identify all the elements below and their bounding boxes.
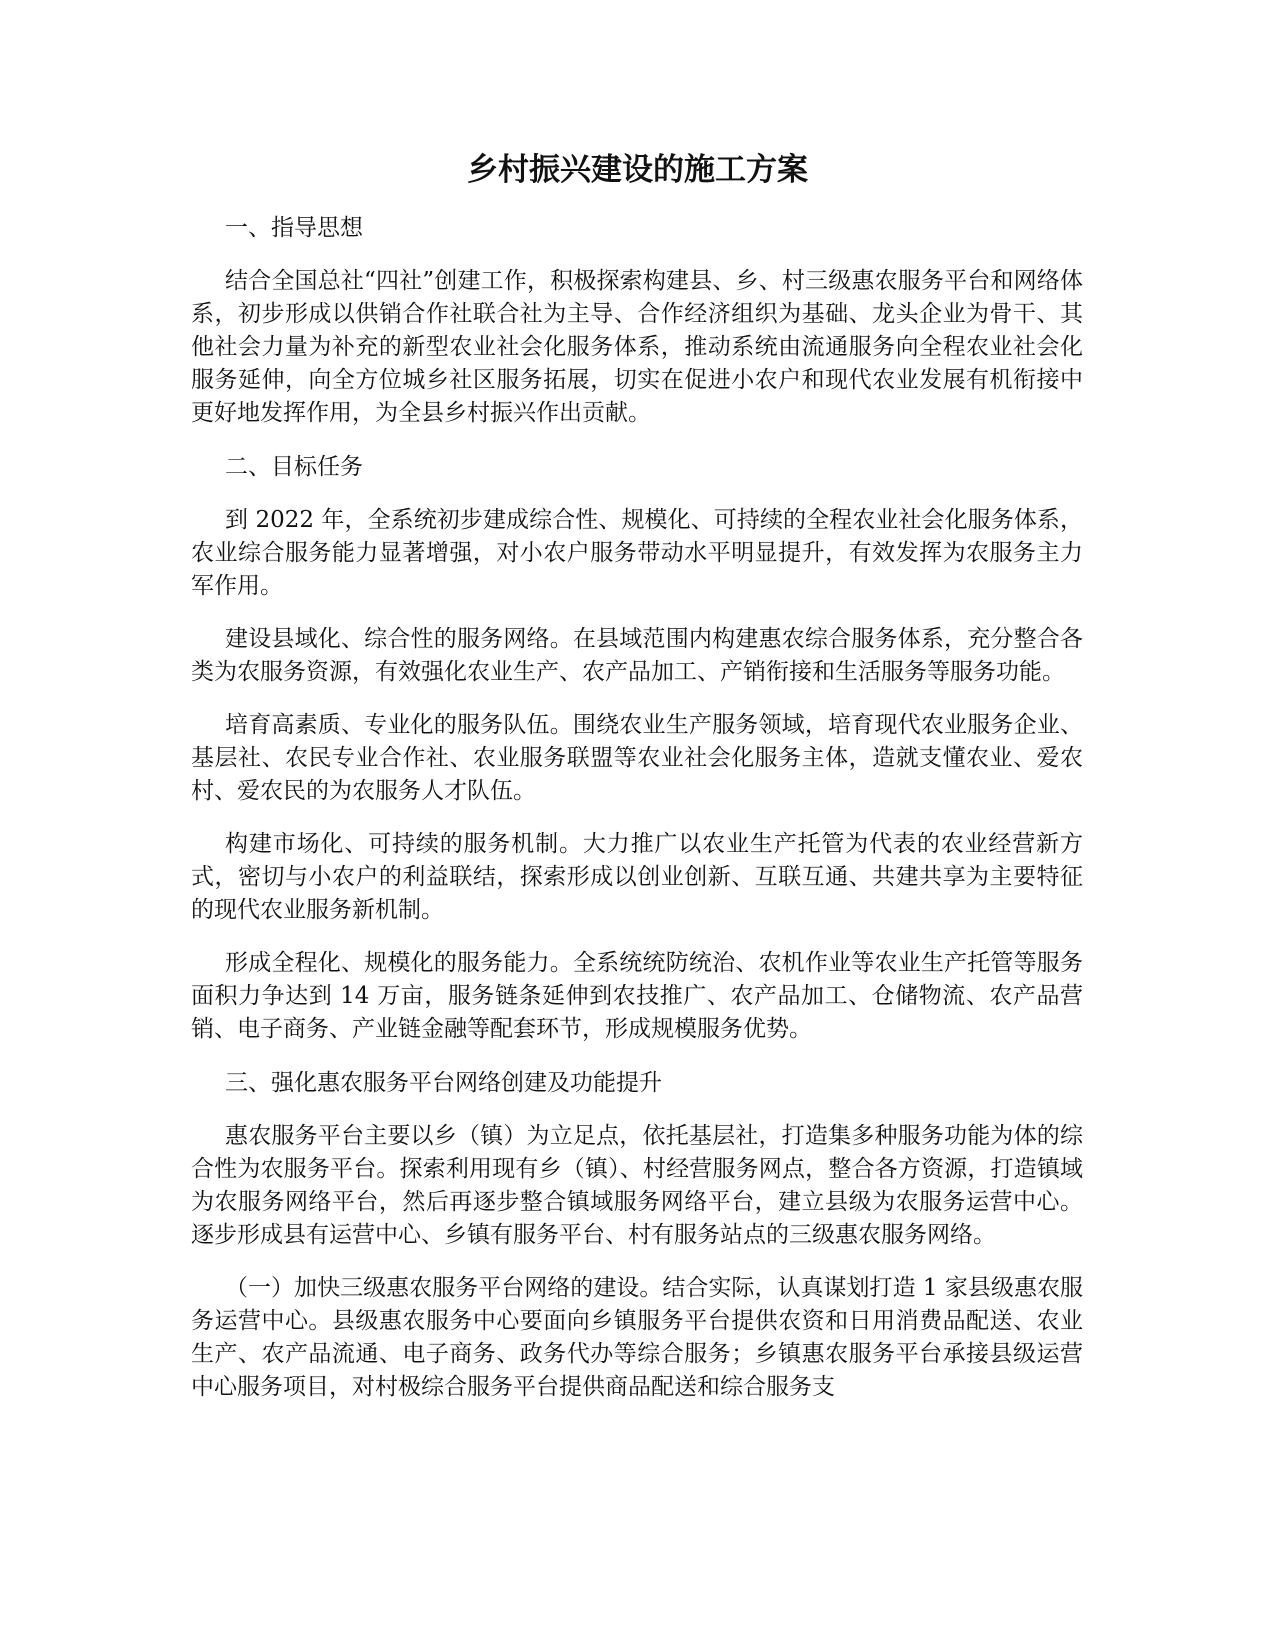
paragraph: 形成全程化、规模化的服务能力。全系统统防统治、农机作业等农业生产托管等服务面积力争达到 14 万亩，服务链条延伸到农技推广、农产品加工、仓储物流、农产品营销、电子商务、产业链金融等配套环节，形成规模服务优势。	[191, 950, 1083, 1042]
paragraph: 惠农服务平台主要以乡（镇）为立足点，依托基层社，打造集多种服务功能为体的综合性为农服务平台。探索利用现有乡（镇）、村经营服务网点，整合各方资源，打造镇域为农服务网络平台，然后再逐步整合镇域服务网络平台，建立县级为农服务运营中心。逐步形成县有运营中心、乡镇有服务平台、村有服务站点的三级惠农服务网络。	[191, 1123, 1083, 1248]
paragraph: 培育高素质、专业化的服务队伍。围绕农业生产服务领域，培育现代农业服务企业、基层社、农民专业合作社、农业服务联盟等农业社会化服务主体，造就支懂农业、爱农村、爱农民的为农服务人才队伍。	[191, 712, 1083, 804]
paragraph: 到 2022 年，全系统初步建成综合性、规模化、可持续的全程农业社会化服务体系，农业综合服务能力显著增强，对小农户服务带动水平明显提升，有效发挥为农服务主力军作用。	[191, 507, 1083, 599]
paragraph: （一）加快三级惠农服务平台网络的建设。结合实际，认真谋划打造 1 家县级惠农服务运营中心。县级惠农服务中心要面向乡镇服务平台提供农资和日用消费品配送、农业生产、农产品流通、电子商务、政务代办等综合服务；乡镇惠农服务平台承接县级运营中心服务项目，对村极综合服务平台提供商品配送和综合服务支	[191, 1275, 1083, 1400]
section-heading-guiding-ideology: 一、指导思想	[225, 215, 363, 241]
paragraph: 建设县域化、综合性的服务网络。在县域范围内构建惠农综合服务体系，充分整合各类为农服务资源，有效强化农业生产、农产品加工、产销衔接和生活服务等服务功能。	[191, 626, 1083, 685]
document-body	[191, 211, 1083, 1404]
document-title: 乡村振兴建设的施工方案	[467, 152, 808, 188]
section-heading-goals-tasks: 二、目标任务	[225, 454, 363, 480]
section-heading-platform-network: 三、强化惠农服务平台网络创建及功能提升	[225, 1070, 662, 1096]
paragraph: 构建市场化、可持续的服务机制。大力推广以农业生产托管为代表的农业经营新方式，密切与小农户的利益联结，探索形成以创业创新、互联互通、共建共享为主要特征的现代农业服务新机制。	[191, 831, 1083, 923]
paragraph: 结合全国总社“四社”创建工作，积极探索构建县、乡、村三级惠农服务平台和网络体系，初步形成以供销合作社联合社为主导、合作经济组织为基础、龙头企业为骨干、其他社会力量为补充的新型农业社会化服务体系，推动系统由流通服务向全程农业社会化服务延伸，向全方位城乡社区服务拓展，切实在促进小农户和现代农业发展有机衔接中更好地发挥作用，为全县乡村振兴作出贡献。	[191, 268, 1083, 426]
